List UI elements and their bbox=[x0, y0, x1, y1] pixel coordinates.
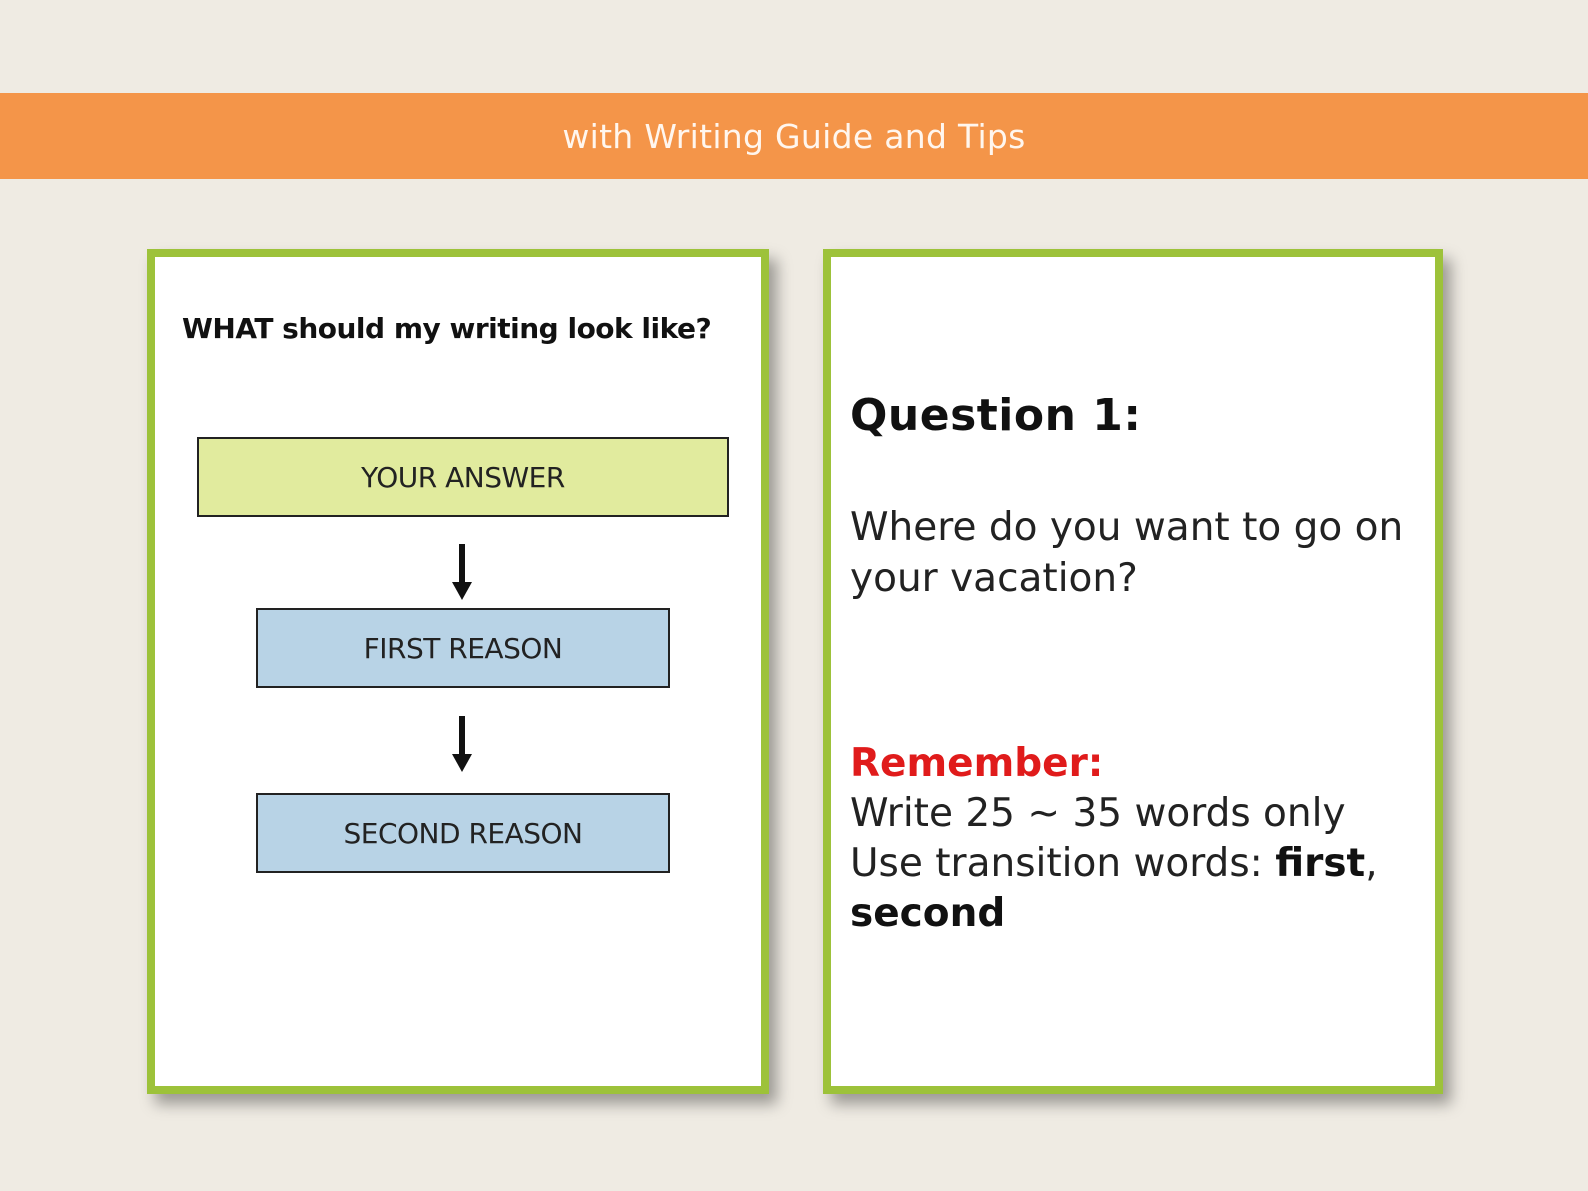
remember-label: Remember: bbox=[850, 741, 1104, 786]
down-arrow-icon bbox=[450, 716, 474, 774]
remember-block bbox=[850, 739, 1410, 939]
question-card bbox=[823, 249, 1443, 1094]
your-answer-label: YOUR ANSWER bbox=[361, 460, 565, 494]
transition-words-rule bbox=[850, 839, 1410, 889]
first-reason-label: FIRST REASON bbox=[363, 631, 563, 665]
second-reason-label: SECOND REASON bbox=[343, 816, 583, 850]
transition-word-first: first bbox=[1275, 841, 1366, 886]
your-answer-box bbox=[197, 437, 729, 517]
question-text: Where do you want to go on your vacation? bbox=[850, 505, 1404, 601]
question-title: Question 1: bbox=[850, 390, 1142, 441]
header-banner bbox=[0, 93, 1588, 179]
banner-title: with Writing Guide and Tips bbox=[562, 116, 1026, 156]
writing-guide-card bbox=[147, 249, 769, 1094]
first-reason-box bbox=[256, 608, 670, 688]
word-count-rule: Write 25 ~ 35 words only bbox=[850, 791, 1346, 836]
down-arrow-icon bbox=[450, 544, 474, 602]
transition-separator: , bbox=[1365, 841, 1378, 886]
guide-heading: WHAT should my writing look like? bbox=[182, 312, 712, 345]
transition-word-second: second bbox=[850, 891, 1006, 936]
transition-rule-prefix: Use transition words: bbox=[850, 841, 1276, 886]
second-reason-box bbox=[256, 793, 670, 873]
